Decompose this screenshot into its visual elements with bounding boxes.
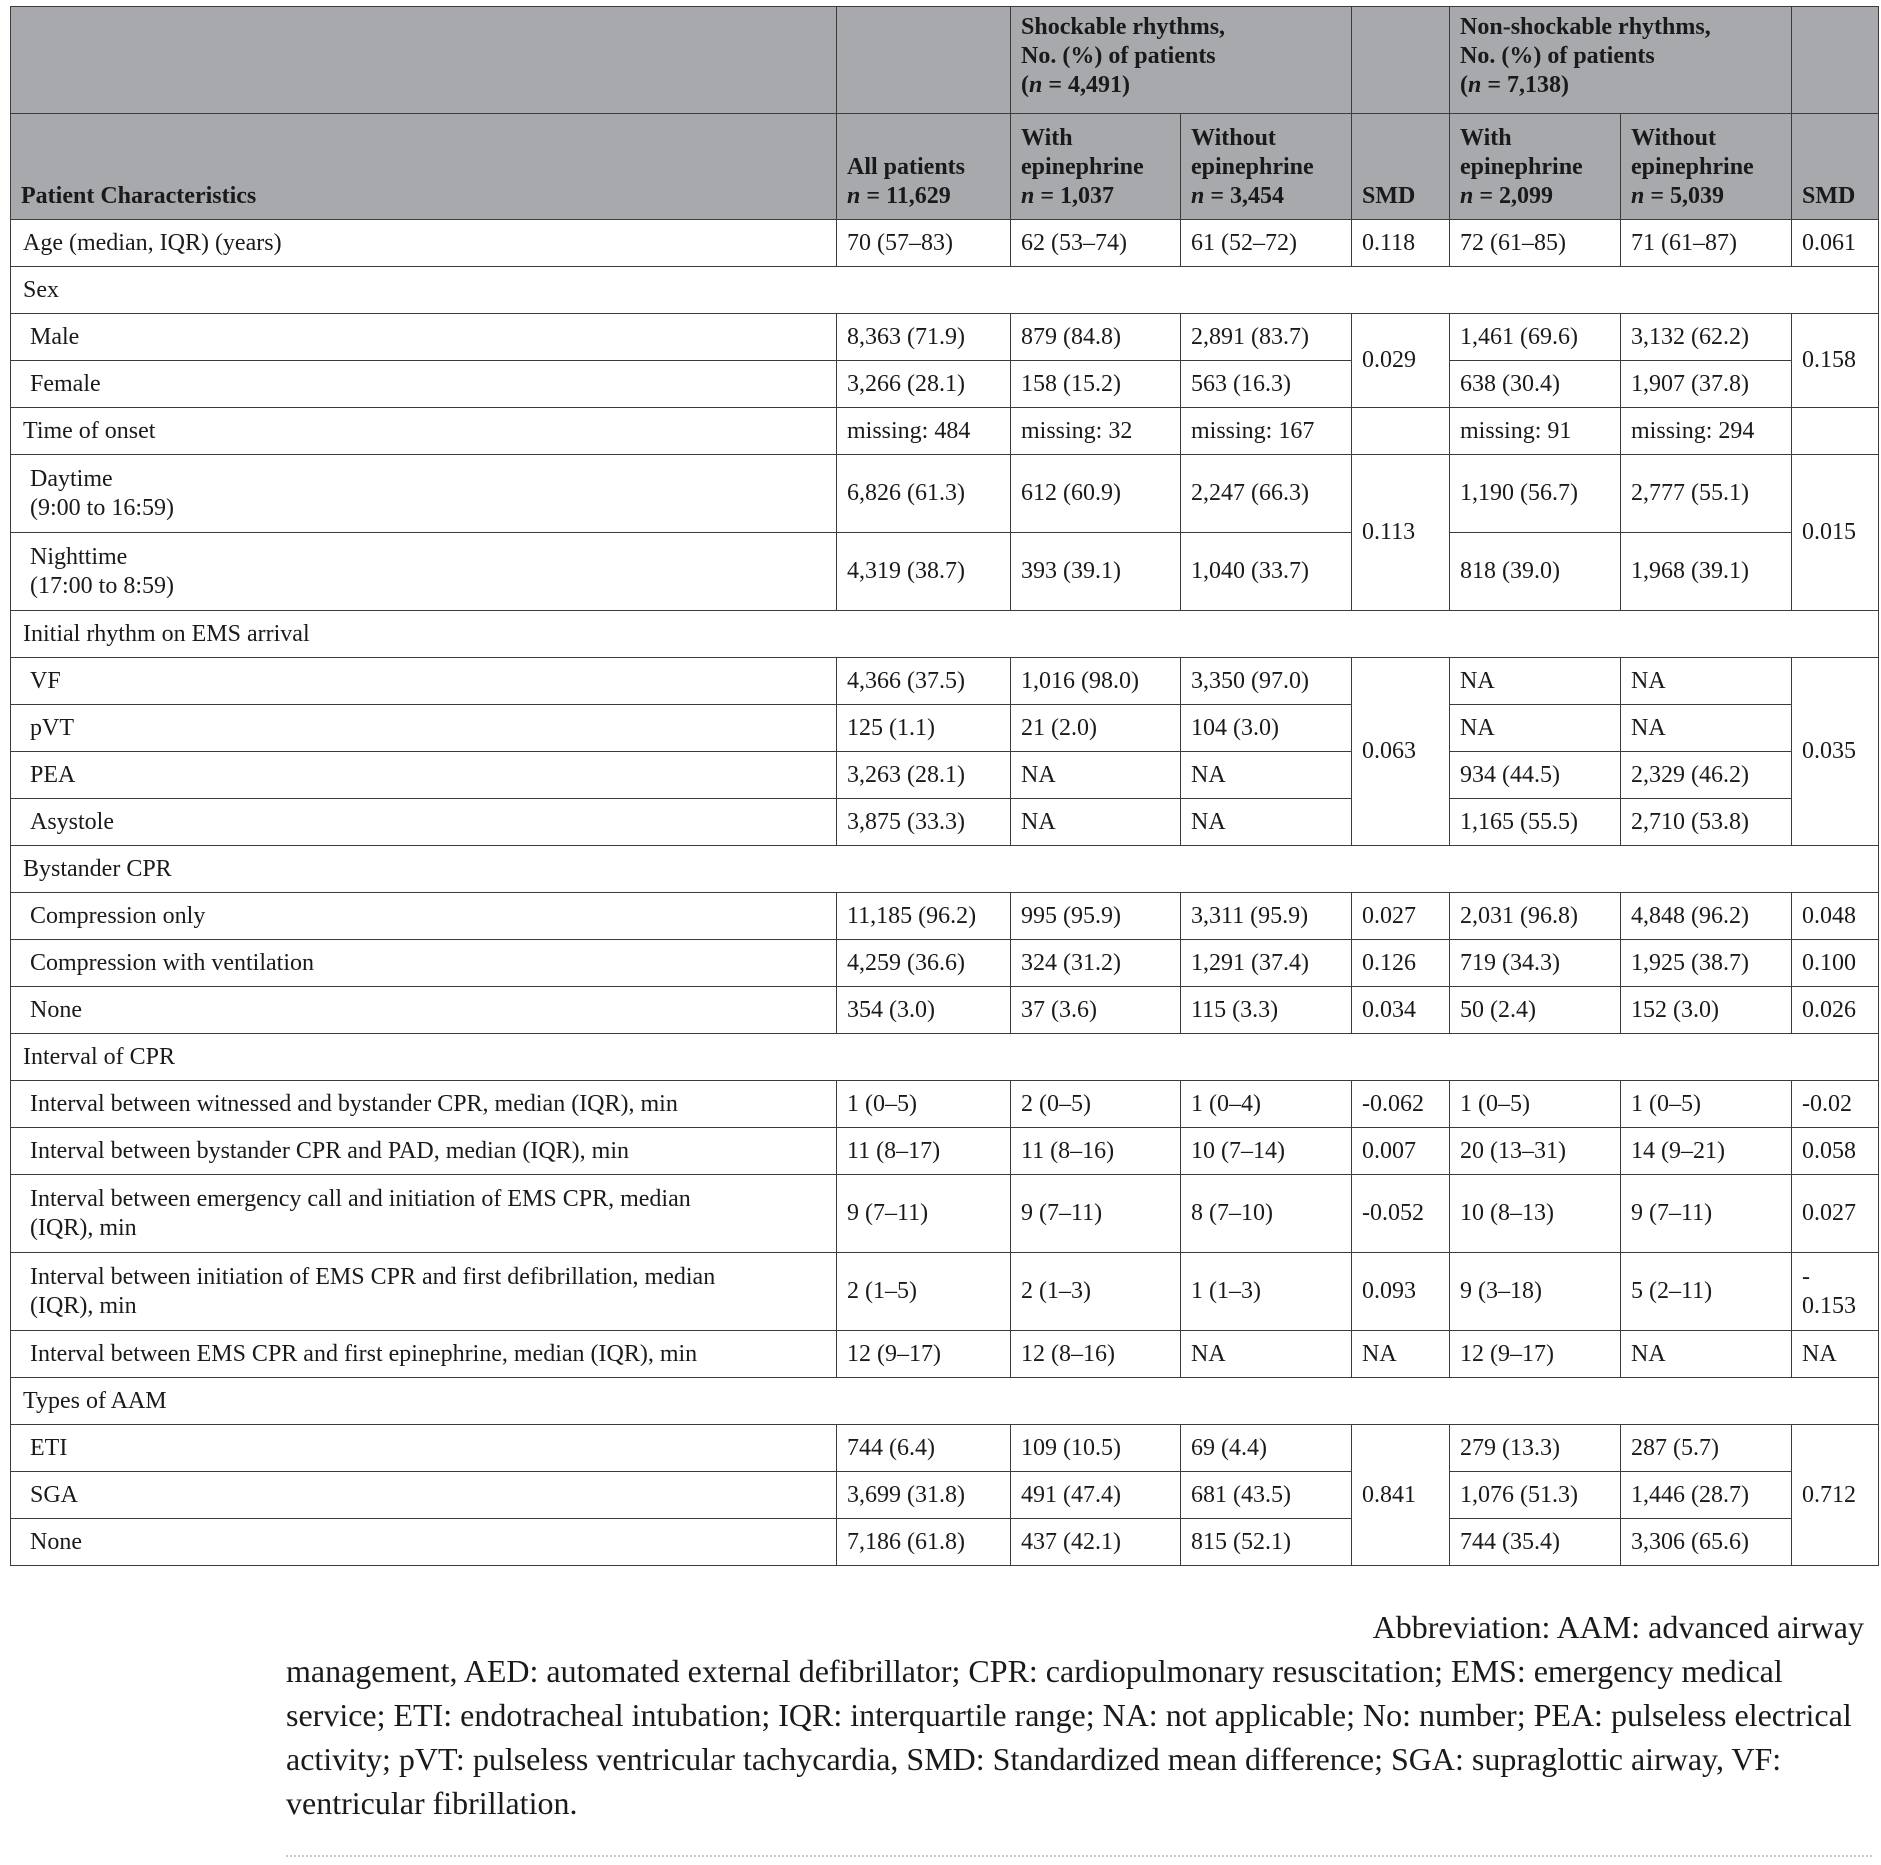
header-group-shockable: [1011, 7, 1352, 114]
table-cell: 0.100: [1792, 940, 1879, 987]
table-cell: NA: [1450, 705, 1621, 752]
table-cell: 158 (15.2): [1011, 361, 1181, 408]
table-cell: 744 (6.4): [837, 1425, 1011, 1472]
table-cell: 125 (1.1): [837, 705, 1011, 752]
row-label: Interval between EMS CPR and first epinephrine, median (IQR), min: [11, 1331, 837, 1378]
table-row: [11, 752, 1879, 799]
table-cell: 11,185 (96.2): [837, 893, 1011, 940]
table-cell: 818 (39.0): [1450, 533, 1621, 611]
header-shockable-without-epinephrine: [1181, 114, 1352, 220]
section-label: Sex: [11, 267, 1879, 314]
header-row-columns: [11, 114, 1879, 220]
table-cell: 9 (7–11): [837, 1175, 1011, 1253]
row-label: Nighttime (17:00 to 8:59): [11, 533, 837, 611]
row-label: Age (median, IQR) (years): [11, 220, 837, 267]
header-line: n = 5,039: [1631, 183, 1725, 209]
row-label: Interval between initiation of EMS CPR and first defibrillation, median (IQR), min: [11, 1253, 837, 1331]
table-cell: 1 (0–4): [1181, 1081, 1352, 1128]
row-label: Interval between bystander CPR and PAD, median (IQR), min: [11, 1128, 837, 1175]
table-cell: 12 (9–17): [1450, 1331, 1621, 1378]
header-line: Without: [1631, 125, 1716, 151]
row-label: Male: [11, 314, 837, 361]
row-label: None: [11, 987, 837, 1034]
table-cell: NA: [1621, 1331, 1792, 1378]
table-cell: 491 (47.4): [1011, 1472, 1181, 1519]
table-row: [11, 940, 1879, 987]
table-cell: 0.712: [1792, 1425, 1879, 1566]
table-cell: NA: [1011, 799, 1181, 846]
table-cell: 4,848 (96.2): [1621, 893, 1792, 940]
table-cell: 1,076 (51.3): [1450, 1472, 1621, 1519]
table-cell: 2 (0–5): [1011, 1081, 1181, 1128]
header-line: epinephrine: [1191, 154, 1314, 180]
table-row: [11, 799, 1879, 846]
table-cell: 71 (61–87): [1621, 220, 1792, 267]
table-cell: -0.02: [1792, 1081, 1879, 1128]
header-nonshockable-without-epinephrine: [1621, 114, 1792, 220]
table-cell: 3,875 (33.3): [837, 799, 1011, 846]
row-label: Female: [11, 361, 837, 408]
table-cell: 69 (4.4): [1181, 1425, 1352, 1472]
table-row: [11, 1472, 1879, 1519]
table-cell: 0.063: [1352, 658, 1450, 846]
table-cell: 37 (3.6): [1011, 987, 1181, 1034]
table-row: [11, 1175, 1879, 1253]
header-line: epinephrine: [1631, 154, 1754, 180]
table-cell: 287 (5.7): [1621, 1425, 1792, 1472]
table-cell: 4,366 (37.5): [837, 658, 1011, 705]
table-cell: 1,461 (69.6): [1450, 314, 1621, 361]
table-row: [11, 1128, 1879, 1175]
table-cell: 1,968 (39.1): [1621, 533, 1792, 611]
table-cell: 109 (10.5): [1011, 1425, 1181, 1472]
table-cell: 879 (84.8): [1011, 314, 1181, 361]
table-cell: 104 (3.0): [1181, 705, 1352, 752]
header-nonshockable-with-epinephrine: [1450, 114, 1621, 220]
table-row: [11, 1081, 1879, 1128]
section-label: Types of AAM: [11, 1378, 1879, 1425]
table-body: [11, 220, 1879, 1566]
header-line: Without: [1191, 125, 1276, 151]
table-row: [11, 455, 1879, 533]
table-cell: [1792, 408, 1879, 455]
table-cell: NA: [1450, 658, 1621, 705]
table-cell: 7,186 (61.8): [837, 1519, 1011, 1566]
table-cell: NA: [1792, 1331, 1879, 1378]
table-cell: 12 (9–17): [837, 1331, 1011, 1378]
footnote: [286, 1605, 1874, 1825]
table-cell: NA: [1621, 658, 1792, 705]
header-line: (n = 4,491): [1021, 72, 1131, 98]
table-cell: 0.007: [1352, 1128, 1450, 1175]
table-cell: 1,190 (56.7): [1450, 455, 1621, 533]
table-cell: 437 (42.1): [1011, 1519, 1181, 1566]
header-line: n = 1,037: [1021, 183, 1115, 209]
table-cell: 152 (3.0): [1621, 987, 1792, 1034]
header-smd-nonshockable: SMD: [1792, 114, 1879, 220]
table-cell: 3,306 (65.6): [1621, 1519, 1792, 1566]
section-label: Bystander CPR: [11, 846, 1879, 893]
table-cell: 393 (39.1): [1011, 533, 1181, 611]
table-cell: 1,165 (55.5): [1450, 799, 1621, 846]
table-cell: 115 (3.3): [1181, 987, 1352, 1034]
row-label: PEA: [11, 752, 837, 799]
table-cell: 11 (8–17): [837, 1128, 1011, 1175]
table-cell: 0.027: [1352, 893, 1450, 940]
row-label: ETI: [11, 1425, 837, 1472]
section-label: Initial rhythm on EMS arrival: [11, 611, 1879, 658]
table-row: [11, 893, 1879, 940]
header-line: epinephrine: [1460, 154, 1583, 180]
row-label: SGA: [11, 1472, 837, 1519]
table-cell: 0.093: [1352, 1253, 1450, 1331]
table-cell: 2 (1–3): [1011, 1253, 1181, 1331]
header-line: Non-shockable rhythms,: [1460, 14, 1711, 40]
row-label: Compression with ventilation: [11, 940, 837, 987]
table-cell: 1,291 (37.4): [1181, 940, 1352, 987]
table-cell: 1 (0–5): [1450, 1081, 1621, 1128]
table-cell: 2,031 (96.8): [1450, 893, 1621, 940]
table-cell: 0.027: [1792, 1175, 1879, 1253]
table-cell: 1 (1–3): [1181, 1253, 1352, 1331]
table-cell: 3,132 (62.2): [1621, 314, 1792, 361]
header-patient-characteristics: Patient Characteristics: [11, 114, 837, 220]
table-row: [11, 533, 1879, 611]
table-cell: 12 (8–16): [1011, 1331, 1181, 1378]
table-row: [11, 408, 1879, 455]
table-cell: 62 (53–74): [1011, 220, 1181, 267]
section-label: Interval of CPR: [11, 1034, 1879, 1081]
table-cell: missing: 32: [1011, 408, 1181, 455]
table-cell: 2 (1–5): [837, 1253, 1011, 1331]
table-cell: 0.841: [1352, 1425, 1450, 1566]
table-cell: NA: [1181, 752, 1352, 799]
table-cell: 70 (57–83): [837, 220, 1011, 267]
row-label: Time of onset: [11, 408, 837, 455]
table-cell: 3,350 (97.0): [1181, 658, 1352, 705]
table-cell: 0.034: [1352, 987, 1450, 1034]
footnote-line-1: Abbreviation: AAM: advanced airway: [1372, 1609, 1864, 1645]
table-row: [11, 1253, 1879, 1331]
table-row: [11, 314, 1879, 361]
row-label: pVT: [11, 705, 837, 752]
table-cell: 0.035: [1792, 658, 1879, 846]
table-cell: 1,446 (28.7): [1621, 1472, 1792, 1519]
table-cell: 9 (7–11): [1621, 1175, 1792, 1253]
header-blank-4: [1792, 7, 1879, 114]
table-cell: 2,710 (53.8): [1621, 799, 1792, 846]
table-cell: 9 (3–18): [1450, 1253, 1621, 1331]
table-cell: missing: 484: [837, 408, 1011, 455]
table-cell: 3,311 (95.9): [1181, 893, 1352, 940]
section-row: [11, 846, 1879, 893]
table-cell: 744 (35.4): [1450, 1519, 1621, 1566]
section-row: [11, 267, 1879, 314]
table-cell: 9 (7–11): [1011, 1175, 1181, 1253]
table-cell: 50 (2.4): [1450, 987, 1621, 1034]
table-cell: 10 (8–13): [1450, 1175, 1621, 1253]
header-line: No. (%) of patients: [1460, 43, 1655, 69]
table-cell: 638 (30.4): [1450, 361, 1621, 408]
table-cell: 0.158: [1792, 314, 1879, 408]
section-row: [11, 611, 1879, 658]
header-blank-1: [11, 7, 837, 114]
table-cell: 2,891 (83.7): [1181, 314, 1352, 361]
table-row: [11, 658, 1879, 705]
table-cell: 72 (61–85): [1450, 220, 1621, 267]
table-cell: NA: [1352, 1331, 1450, 1378]
table-cell: 2,777 (55.1): [1621, 455, 1792, 533]
table-row: [11, 361, 1879, 408]
table-cell: 354 (3.0): [837, 987, 1011, 1034]
table-cell: -0.062: [1352, 1081, 1450, 1128]
table-cell: 719 (34.3): [1450, 940, 1621, 987]
table-cell: 995 (95.9): [1011, 893, 1181, 940]
header-line: epinephrine: [1021, 154, 1144, 180]
table-cell: 3,699 (31.8): [837, 1472, 1011, 1519]
table-cell: 0.048: [1792, 893, 1879, 940]
table-row: [11, 705, 1879, 752]
header-shockable-with-epinephrine: [1011, 114, 1181, 220]
header-blank-2: [837, 7, 1011, 114]
header-row-groups: [11, 7, 1879, 114]
table-cell: 61 (52–72): [1181, 220, 1352, 267]
table-cell: 1,016 (98.0): [1011, 658, 1181, 705]
table-cell: 0.026: [1792, 987, 1879, 1034]
table-cell: 279 (13.3): [1450, 1425, 1621, 1472]
table-row: [11, 987, 1879, 1034]
header-line: (n = 7,138): [1460, 72, 1570, 98]
table-cell: 0.058: [1792, 1128, 1879, 1175]
patient-characteristics-table: [10, 6, 1879, 1566]
table-cell: 1,907 (37.8): [1621, 361, 1792, 408]
table-cell: missing: 91: [1450, 408, 1621, 455]
header-line: Shockable rhythms,: [1021, 14, 1226, 40]
header-line: With: [1460, 125, 1512, 151]
table-cell: 4,319 (38.7): [837, 533, 1011, 611]
header-line: n = 2,099: [1460, 183, 1554, 209]
header-line: No. (%) of patients: [1021, 43, 1216, 69]
table-cell: 11 (8–16): [1011, 1128, 1181, 1175]
table-cell: 10 (7–14): [1181, 1128, 1352, 1175]
header-line: n = 3,454: [1191, 183, 1285, 209]
table-cell: 0.118: [1352, 220, 1450, 267]
table-cell: 934 (44.5): [1450, 752, 1621, 799]
row-label: Interval between witnessed and bystander CPR, median (IQR), min: [11, 1081, 837, 1128]
section-row: [11, 1378, 1879, 1425]
table-cell: 0.061: [1792, 220, 1879, 267]
table-cell: 563 (16.3): [1181, 361, 1352, 408]
table-cell: missing: 167: [1181, 408, 1352, 455]
table-cell: 681 (43.5): [1181, 1472, 1352, 1519]
row-label: Compression only: [11, 893, 837, 940]
table-cell: missing: 294: [1621, 408, 1792, 455]
table-cell: NA: [1011, 752, 1181, 799]
table-cell: 612 (60.9): [1011, 455, 1181, 533]
table-cell: 0.113: [1352, 455, 1450, 611]
header-all-patients: [837, 114, 1011, 220]
table-row: [11, 1519, 1879, 1566]
table-cell: 1,040 (33.7): [1181, 533, 1352, 611]
row-label: Interval between emergency call and initiation of EMS CPR, median (IQR), min: [11, 1175, 837, 1253]
table-row: [11, 1425, 1879, 1472]
table-cell: 2,247 (66.3): [1181, 455, 1352, 533]
table-cell: NA: [1621, 705, 1792, 752]
header-smd-shockable: SMD: [1352, 114, 1450, 220]
header-line: All patients: [847, 154, 966, 180]
table-cell: 3,263 (28.1): [837, 752, 1011, 799]
row-label: Asystole: [11, 799, 837, 846]
table-cell: NA: [1181, 799, 1352, 846]
table-cell: 8,363 (71.9): [837, 314, 1011, 361]
table-cell: 815 (52.1): [1181, 1519, 1352, 1566]
table-cell: NA: [1181, 1331, 1352, 1378]
header-blank-3: [1352, 7, 1450, 114]
table-cell: 21 (2.0): [1011, 705, 1181, 752]
header-line: With: [1021, 125, 1073, 151]
table-cell: 324 (31.2): [1011, 940, 1181, 987]
header-group-nonshockable: [1450, 7, 1792, 114]
section-row: [11, 1034, 1879, 1081]
row-label: VF: [11, 658, 837, 705]
table-cell: 4,259 (36.6): [837, 940, 1011, 987]
table-cell: -0.052: [1352, 1175, 1450, 1253]
table-cell: 14 (9–21): [1621, 1128, 1792, 1175]
table-cell: 0.015: [1792, 455, 1879, 611]
header-line: n = 11,629: [847, 183, 951, 209]
dotted-divider: [286, 1855, 1872, 1857]
table-cell: 0.029: [1352, 314, 1450, 408]
table-cell: [1352, 408, 1450, 455]
table-cell: 1,925 (38.7): [1621, 940, 1792, 987]
table-cell: 5 (2–11): [1621, 1253, 1792, 1331]
table-cell: 3,266 (28.1): [837, 361, 1011, 408]
table-row: [11, 220, 1879, 267]
table-cell: 8 (7–10): [1181, 1175, 1352, 1253]
table-cell: 1 (0–5): [1621, 1081, 1792, 1128]
table-cell: 2,329 (46.2): [1621, 752, 1792, 799]
table-cell: 1 (0–5): [837, 1081, 1011, 1128]
table-cell: 20 (13–31): [1450, 1128, 1621, 1175]
row-label: Daytime (9:00 to 16:59): [11, 455, 837, 533]
table-row: [11, 1331, 1879, 1378]
table-cell: 6,826 (61.3): [837, 455, 1011, 533]
table-cell: 0.126: [1352, 940, 1450, 987]
table-cell: - 0.153: [1792, 1253, 1879, 1331]
row-label: None: [11, 1519, 837, 1566]
footnote-rest: management, AED: automated external defibrillator; CPR: cardiopulmonary resuscitation; EMS: emergency medical service; ETI: endotracheal intubation; IQR: interquartile range; NA: not applicable; No: number; PEA: pulseless electrical activity; pVT: pulseless ventricular tachycardia, SMD: Standardized mean difference; SGA: supraglottic airway, VF: ventricular fibrillation.: [286, 1653, 1852, 1821]
